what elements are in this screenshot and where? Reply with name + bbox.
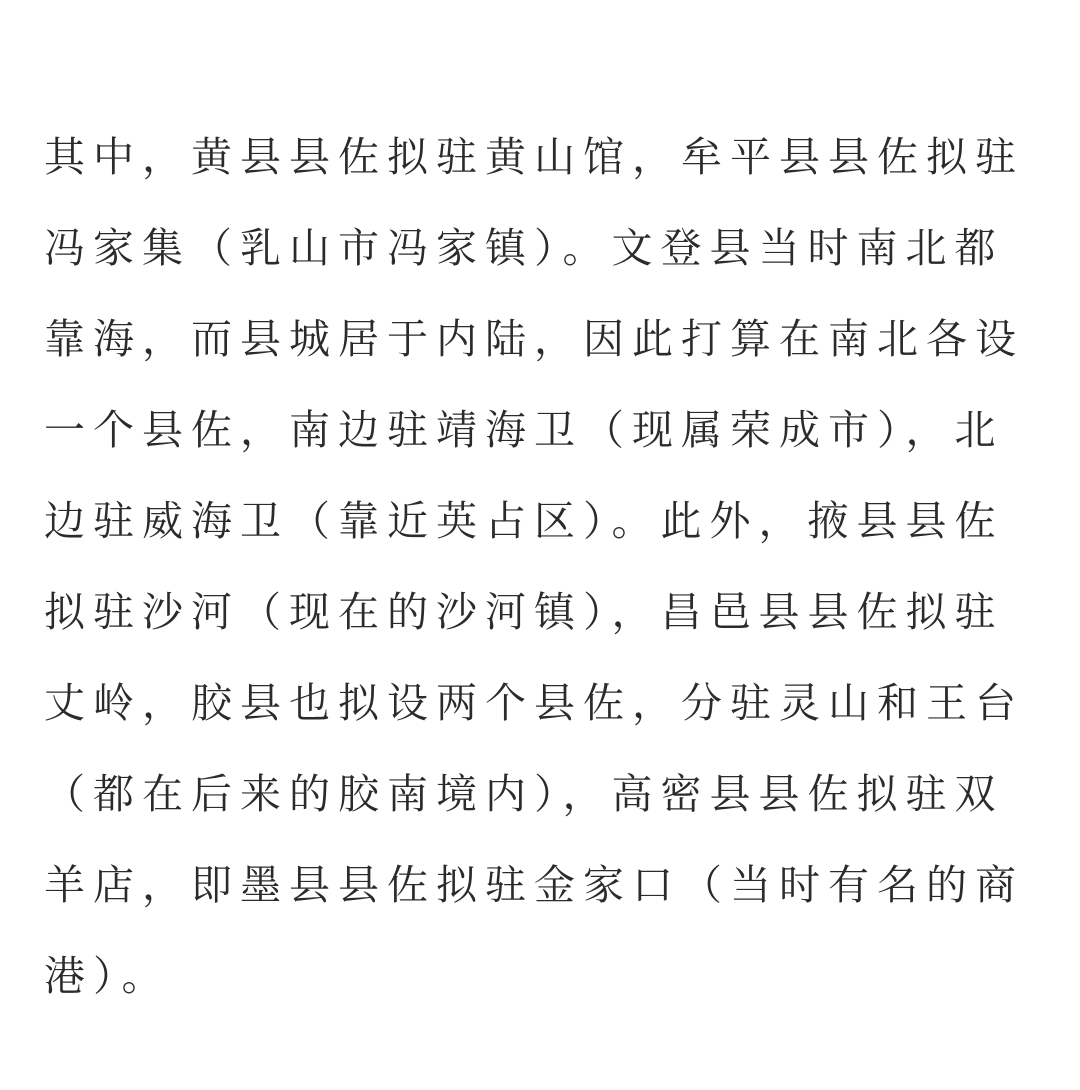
text-line-2: 冯家集（乳山市冯家镇）。文登县当时南北都 (44, 224, 1004, 272)
text-line-3: 靠海，而县城居于内陆，因此打算在南北各设 (44, 315, 1024, 363)
text-line-10: 港）。 (44, 952, 171, 1000)
article-body (44, 112, 1036, 1022)
text-line-7: 丈岭，胶县也拟设两个县佐，分驻灵山和王台 (44, 679, 1024, 727)
text-line-1: 其中，黄县县佐拟驻黄山馆，牟平县县佐拟驻 (44, 133, 1024, 181)
text-line-5: 边驻威海卫（靠近英占区）。此外，掖县县佐 (44, 497, 1004, 545)
text-line-9: 羊店，即墨县县佐拟驻金家口（当时有名的商 (44, 861, 1024, 909)
text-line-4: 一个县佐，南边驻靖海卫（现属荣成市），北 (44, 406, 1004, 454)
text-line-6: 拟驻沙河（现在的沙河镇），昌邑县县佐拟驻 (44, 588, 1004, 636)
text-line-8: （都在后来的胶南境内），高密县县佐拟驻双 (44, 770, 1004, 818)
